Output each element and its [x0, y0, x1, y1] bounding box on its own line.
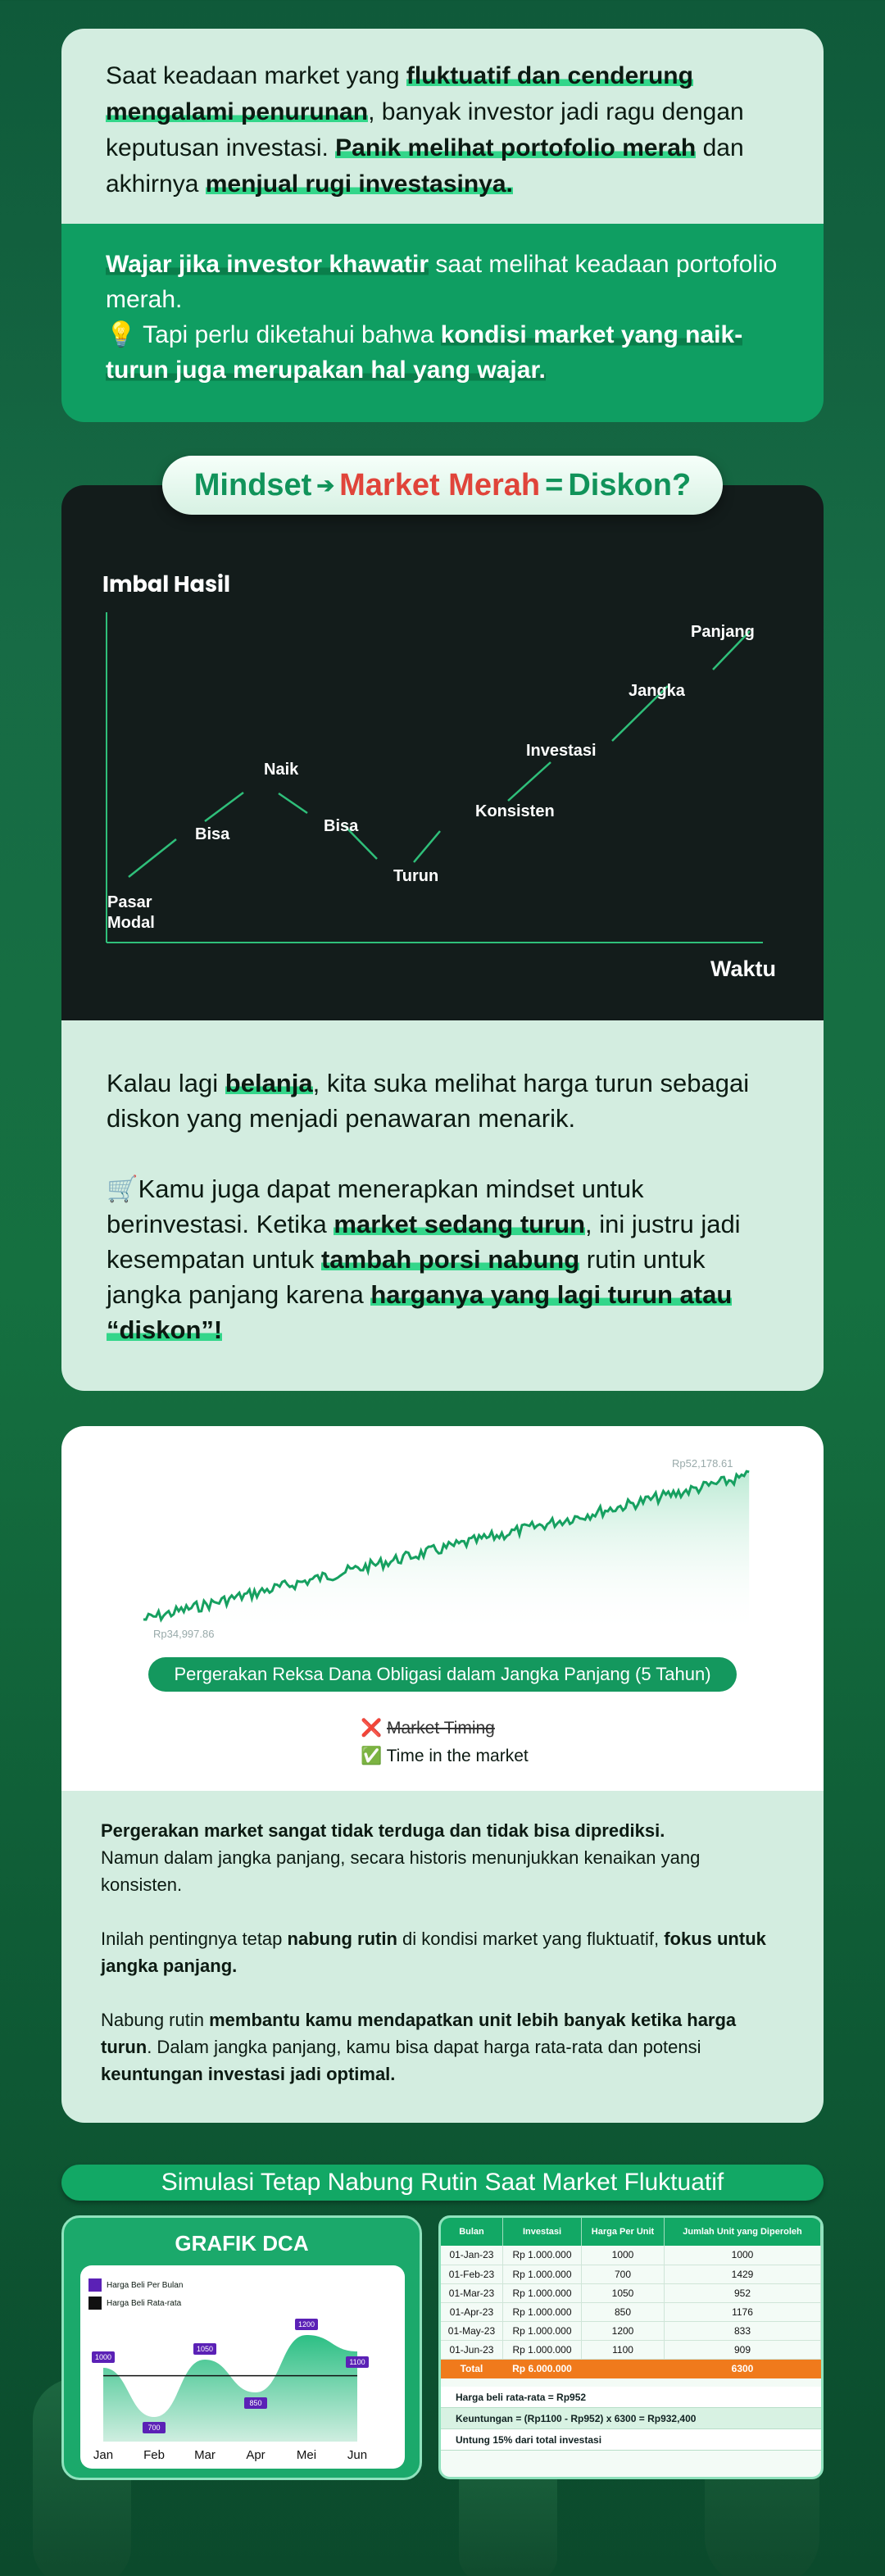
table-cell: 700 [582, 2265, 665, 2283]
text-run: harganya yang lagi turun atau “diskon”! [107, 1280, 733, 1344]
text-run: Wajar jika investor khawatir [106, 251, 429, 278]
month-label: Feb [143, 2448, 165, 2462]
table-cell: Rp 6.000.000 [502, 2359, 581, 2378]
text-run: Inilah pentingnya tetap [101, 1929, 288, 1949]
month-label: Jun [347, 2448, 368, 2462]
dca-svg [80, 2265, 405, 2469]
table-row [441, 2265, 821, 2283]
table-cell: 1000 [582, 2246, 665, 2265]
table-cell: Rp 1.000.000 [502, 2340, 581, 2359]
text-run: Kalau lagi [107, 1069, 225, 1097]
low-value-label: Rp34,997.86 [153, 1628, 215, 1640]
unpredictable-text: Pergerakan market sangat tidak terduga dan tidak bisa diprediksi. Namun dalam jangka panjang, secara historis menunjukkan kenaikan yang konsisten. [101, 1820, 701, 1895]
table-row [441, 2302, 821, 2321]
table-cell: Rp 1.000.000 [502, 2283, 581, 2302]
x-axis-label: Waktu [710, 956, 776, 981]
text-run: , ini justru jadi kesempatan untuk [107, 1210, 741, 1274]
note-line: Untung 15% dari total investasi [441, 2429, 821, 2451]
intro-card [61, 29, 824, 422]
table-cell: 01-Jun-23 [441, 2340, 502, 2359]
path-segment [508, 762, 551, 801]
text-run: saat melihat keadaan portofolio merah. [106, 251, 778, 313]
price-label: 1200 [297, 2320, 315, 2328]
text-run: nabung rutin [287, 1929, 397, 1949]
path-segment [205, 793, 243, 821]
table-body [441, 2246, 821, 2378]
text-run: kondisi market yang naik-turun juga merupakan hal yang wajar. [106, 321, 743, 384]
mindset-card [61, 485, 824, 1391]
text-run: di kondisi market yang fluktuatif, [397, 1929, 665, 1949]
mindset-explanation [61, 1020, 824, 1391]
shopping-analogy-text [107, 1065, 778, 1136]
note-line: Keuntungan = (Rp1100 - Rp952) x 6300 = Rp932,400 [441, 2408, 821, 2429]
intro-normal-text [106, 317, 779, 388]
timing-comparison [361, 1715, 529, 1770]
simulation-table-card [438, 2215, 824, 2479]
legend-average: Harga Beli Rata-rata [88, 2295, 183, 2313]
check-icon: ✅ [361, 1747, 383, 1765]
legend-monthly: Harga Beli Per Bulan [88, 2277, 183, 2295]
table-cell: Rp 1.000.000 [502, 2246, 581, 2265]
table-cell: 850 [582, 2302, 665, 2321]
simulation-title: Simulasi Tetap Nabung Rutin Saat Market Fluktuatif [61, 2165, 824, 2201]
table-cell: 01-May-23 [441, 2321, 502, 2340]
text-run: belanja [225, 1069, 313, 1097]
table-cell: 1050 [582, 2283, 665, 2302]
long-term-card [61, 1426, 824, 2123]
text-run: Panik melihat portofolio merah [335, 134, 697, 161]
table-row [441, 2321, 821, 2340]
table-cell: 1000 [664, 2246, 820, 2265]
price-label: 700 [148, 2424, 161, 2432]
month-label: Jan [93, 2448, 114, 2462]
table-header-cell: Harga Per Unit [582, 2218, 665, 2246]
table-row [441, 2340, 821, 2359]
dca-chart-card [61, 2215, 422, 2480]
growth-path-svg [61, 485, 824, 1020]
title-market-merah: Market Merah [339, 467, 541, 502]
long-term-explanation [61, 1791, 824, 2123]
intro-worry-text [106, 247, 779, 317]
text-run: Nabung rutin [101, 2010, 210, 2030]
table-cell: 6300 [664, 2359, 820, 2378]
stage-label: Bisa [324, 817, 359, 835]
path-segment [279, 793, 307, 813]
table-cell: 01-Mar-23 [441, 2283, 502, 2302]
title-mindset: Mindset [193, 467, 312, 502]
table-cell: 833 [664, 2321, 820, 2340]
market-timing-text: Market Timing [387, 1719, 495, 1738]
text-run: 💡 Tapi perlu diketahui bahwa [106, 321, 441, 348]
mindset-title-pill [162, 456, 723, 515]
nabung-rutin-text [101, 1925, 784, 1979]
price-label: 1100 [349, 2358, 365, 2366]
table-cell: Total [441, 2359, 502, 2378]
month-label: Mei [296, 2448, 317, 2462]
table-cell: 909 [664, 2340, 820, 2359]
path-segment [129, 839, 176, 877]
cross-icon: ❌ [361, 1719, 383, 1738]
stage-label: Investasi [526, 742, 597, 760]
price-label: 850 [249, 2399, 262, 2407]
fund-chart-area [61, 1426, 824, 1791]
text-run: fokus untuk jangka panjang. [101, 1929, 766, 1976]
text-run: , kita suka melihat harga turun sebagai diskon yang menjadi penawaran menarik. [107, 1069, 750, 1133]
fund-line-chart [61, 1426, 824, 1664]
price-label: 1050 [196, 2345, 214, 2353]
intro-paragraph [61, 29, 824, 224]
table-cell: 1100 [582, 2340, 665, 2359]
time-in-market-text: Time in the market [386, 1747, 529, 1765]
text-run: , banyak investor jadi ragu dengan keputusan investasi. [106, 98, 744, 161]
month-label: Apr [246, 2448, 266, 2462]
high-value-label: Rp52,178.61 [672, 1457, 733, 1470]
table-cell: 1176 [664, 2302, 820, 2321]
stage-label: Pasar [107, 893, 152, 911]
table-cell: 01-Feb-23 [441, 2265, 502, 2283]
text-run: 🛒Kamu juga dapat menerapkan mindset untuk berinvestasi. Ketika [107, 1174, 644, 1238]
dca-area [103, 2335, 357, 2442]
unit-benefit-text [101, 2006, 784, 2088]
table-row [441, 2246, 821, 2265]
note-line: Harga beli rata-rata = Rp952 [441, 2387, 821, 2408]
text-run: keuntungan investasi jadi optimal. [101, 2064, 396, 2084]
table-cell: 1200 [582, 2321, 665, 2340]
stage-label: Panjang [691, 623, 755, 641]
invest-mindset-text [107, 1171, 778, 1347]
stage-label: Jangka [629, 682, 685, 700]
table-header-cell: Bulan [441, 2218, 502, 2246]
text-run: market sedang turun [334, 1210, 586, 1238]
stage-label: Modal [107, 914, 155, 932]
stage-label: Konsisten [475, 802, 555, 820]
table-cell: Rp 1.000.000 [502, 2265, 581, 2283]
price-label: 1000 [94, 2353, 112, 2361]
text-run: dan akhirnya [106, 134, 744, 198]
text-run: . Dalam jangka panjang, kamu bisa dapat harga rata-rata dan potensi [147, 2037, 701, 2057]
intro-highlight-block [61, 224, 824, 422]
text-run: membantu kamu mendapatkan unit lebih banyak ketika harga turun [101, 2010, 737, 2057]
arrow-right-icon: ➔ [316, 472, 335, 497]
growth-path-diagram [61, 485, 824, 1020]
stage-label: Turun [393, 867, 439, 885]
y-axis-label: Imbal Hasil [102, 570, 230, 600]
table-cell: Rp 1.000.000 [502, 2302, 581, 2321]
market-timing-item [361, 1715, 529, 1742]
time-in-market-item [361, 1742, 529, 1770]
dca-chart-panel [80, 2265, 405, 2469]
table-header-cell: Jumlah Unit yang Diperoleh [664, 2218, 820, 2246]
title-equals: = [545, 467, 564, 502]
simulation-table [441, 2218, 821, 2378]
text-run: rutin untuk jangka panjang karena [107, 1245, 706, 1309]
dca-title: GRAFIK DCA [175, 2231, 309, 2256]
stage-label: Bisa [195, 825, 230, 843]
table-cell: Rp 1.000.000 [502, 2321, 581, 2340]
table-total-row [441, 2359, 821, 2378]
table-cell: 952 [664, 2283, 820, 2302]
text-run: tambah porsi nabung [320, 1245, 580, 1274]
month-label: Mar [194, 2448, 216, 2462]
table-row [441, 2283, 821, 2302]
table-cell: 01-Apr-23 [441, 2302, 502, 2321]
table-header-row [441, 2218, 821, 2246]
table-cell: 01-Jan-23 [441, 2246, 502, 2265]
stage-group [107, 623, 755, 932]
table-header-cell: Investasi [502, 2218, 581, 2246]
text-run: fluktuatif dan cenderung mengalami penurunan [106, 62, 693, 125]
fund-area [143, 1471, 749, 1635]
simulation-notes [441, 2387, 821, 2451]
title-diskon: Diskon? [568, 467, 692, 502]
text-run: Saat keadaan market yang [106, 62, 406, 89]
stage-label: Naik [264, 761, 299, 779]
table-cell: 1429 [664, 2265, 820, 2283]
path-segment [414, 831, 440, 862]
text-run: menjual rugi investasinya. [205, 170, 513, 198]
chart-caption: Pergerakan Reksa Dana Obligasi dalam Jangka Panjang (5 Tahun) [148, 1657, 737, 1692]
table-cell [582, 2359, 665, 2378]
